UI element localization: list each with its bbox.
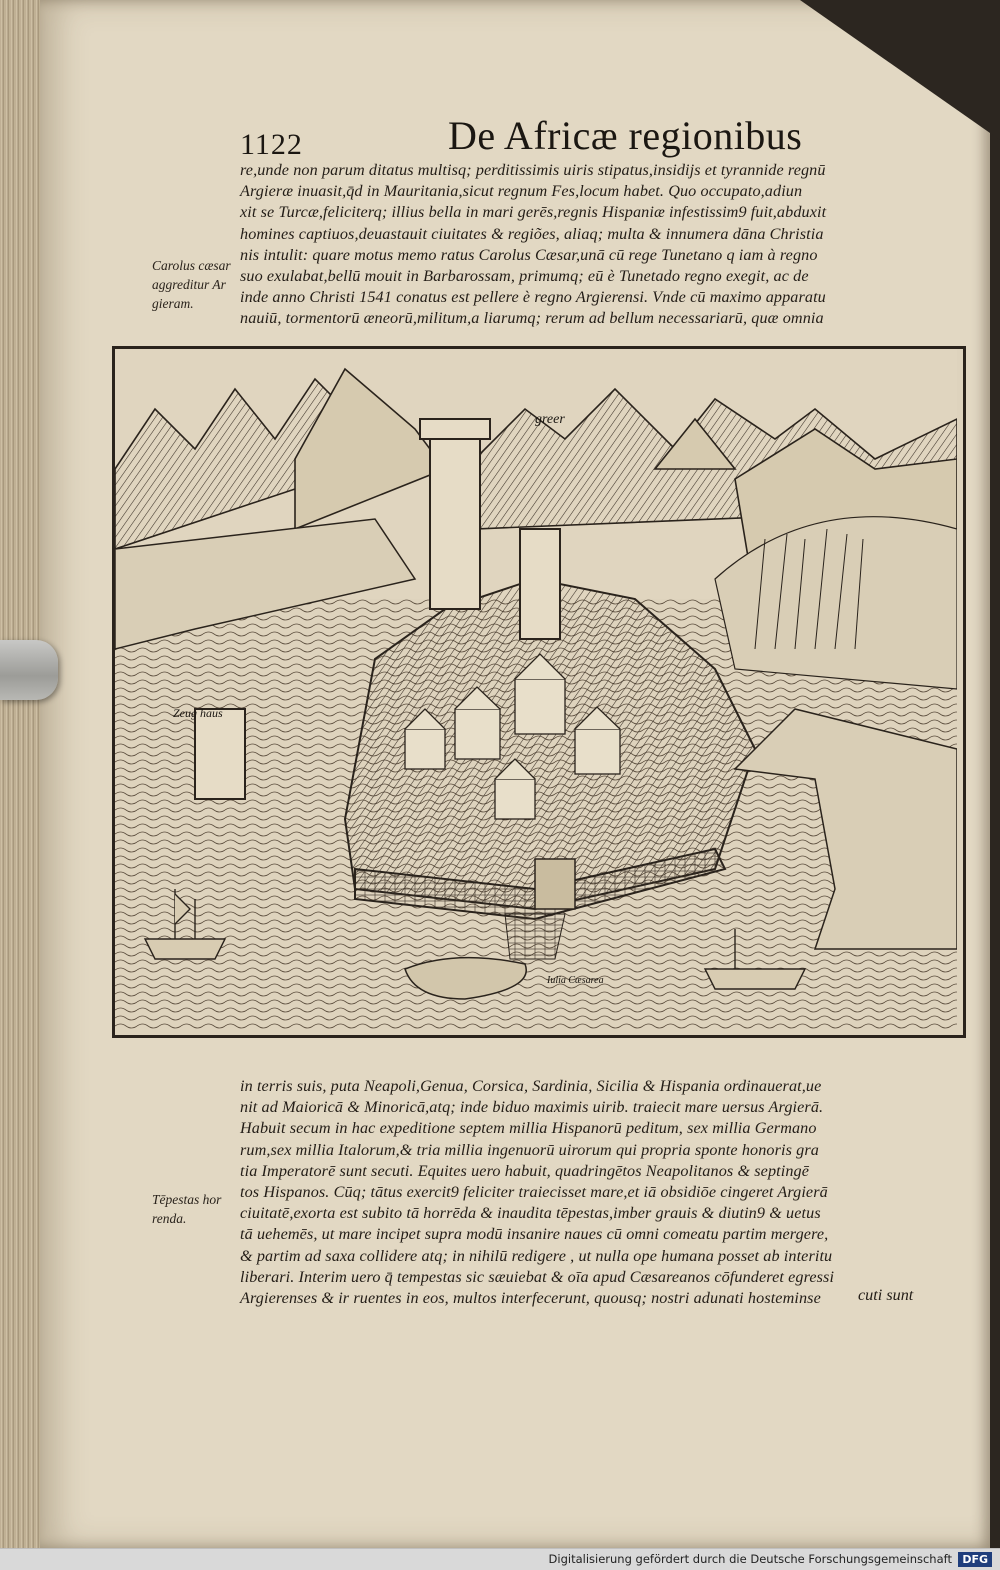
footer-credit: Digitalisierung gefördert durch die Deutsche Forschungsgemeinschaft [548,1552,952,1566]
text-line: liberari. Interim uero q̄ tempestas sic sæuiebat & oīa apud Cæsareanos cōfunderet egressi [240,1267,835,1286]
marginal-line: Tēpestas hor [152,1192,222,1207]
woodcut-illustration-algiers [112,346,966,1038]
text-line: xit se Turcæ,feliciterq; illius bella in mari gerēs,regnis Hispaniæ infestissim9 fuit,abduxit [240,203,827,222]
text-line: tos Hispanos. Cūq; tātus exercit9 feliciter traiecisset mare,et iā obsidiōe cingeret Argierā [240,1183,828,1202]
catchword: cuti sunt [858,1286,914,1304]
marginal-line: gieram. [152,296,194,311]
city-gate [535,859,575,909]
text-line: homines captiuos,deuastauit ciuitates & regiões, aliaq; multa & innumera dāna Christia [240,224,824,243]
marginal-line: Carolus cæsar [152,258,231,273]
text-line: tā uehemēs, ut mare incipet supra modū insanire naues cū omni comeatu partim mergere, [240,1225,829,1244]
text-line: & partim ad saxa collidere atq; in nihilū redigere , ut nulla ope humana posset ab interitu [240,1246,833,1265]
torn-page-corner [800,0,1000,140]
digitization-footer [0,1548,1000,1570]
book-clamp [0,640,58,700]
page-number: 1122 [240,128,303,161]
map-label-iulia-caesarea: Iulia Cæsarea [547,975,604,986]
text-line: nis intulit: quare motus memo ratus Carolus Cæsar,unā cū rege Tunetano q iam à regno [240,245,818,264]
marginal-note-tempestas [152,1190,221,1228]
marginal-line: aggreditur Ar [152,277,226,292]
text-line: inde anno Christi 1541 conatus est pellere è regno Argierensi. Vnde cū maximo apparatu [240,288,826,307]
text-line: in terris suis, puta Neapoli,Genua, Corsica, Sardinia, Sicilia & Hispania ordinauerat,ue [240,1077,822,1095]
map-label-zeughaus: Zeug haus [173,706,223,720]
book-page-edges [0,0,42,1548]
text-line: re,unde non parum ditatus multisq; perditissimis uiris stipatus,insidijs et tyrannide regnū [240,161,826,179]
text-line: nauiū, tormentorū æneorū,militum,a liarumq; rerum ad bellum necessariarū, quæ omnia [240,309,824,328]
text-line: suo exulabat,bellū mouit in Barbarossam, primumq; eū è Tunetado regno exegit, ac de [240,267,809,286]
text-line: nit ad Maioricā & Minoricā,atq; inde biduo maximis uirib. traiecit mare uersus Argierā. [240,1098,824,1117]
marginal-note-carolus [152,256,231,313]
running-title: De Africæ regionibus [448,113,803,158]
text-line: ciuitatē,exorta est subito tā horrēda & inaudita tēpestas,imber grauis & diutin9 & uetus [240,1204,821,1223]
text-line: tia Imperatorē sunt secuti. Equites uero habuit, quadringētos Neapolitanos & septingē [240,1161,810,1180]
text-line: Argieræ inuasit,q̄d in Mauritania,sicut regnum Fes,locum habet. Quo occupato,adiun [240,182,803,201]
text-line: Argierenses & ir ruentes in eos, multos interfecerunt, quousq; nostri adunati hosteminse [240,1289,821,1308]
dfg-logo[interactable]: DFG [958,1552,992,1567]
marginal-line: renda. [152,1211,187,1226]
text-line: Habuit secum in hac expeditione septem millia Hispanorū peditum, sex millia Germano [240,1119,817,1138]
text-line: rum,sex millia Italorum,& tria millia ingenuorū uirorum qui propria sponte honoris gra [240,1140,819,1159]
jetty [505,914,565,959]
text-block-bottom [240,1076,940,1309]
text-block-top [240,160,940,330]
map-label-greer: greer [535,412,565,427]
